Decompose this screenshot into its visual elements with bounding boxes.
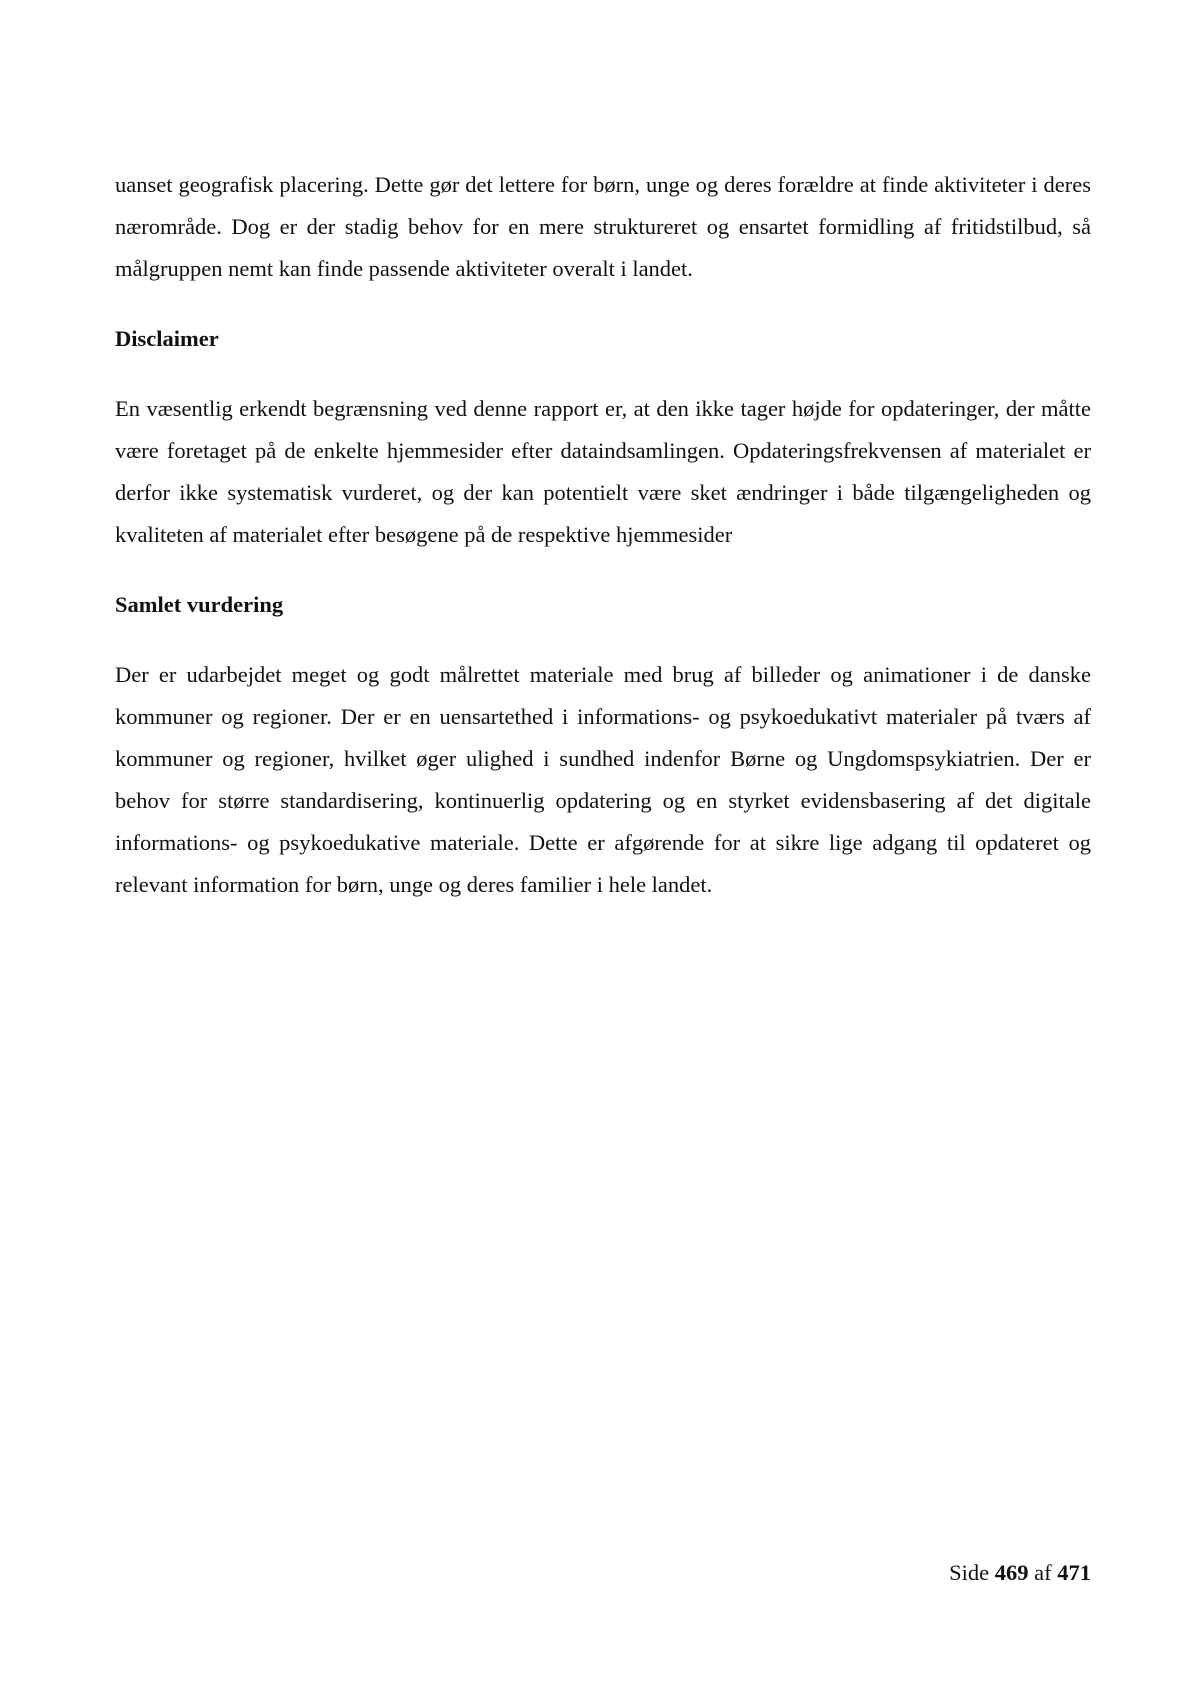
section-heading-disclaimer: Disclaimer <box>115 326 219 351</box>
spacer <box>115 360 1091 388</box>
document-body <box>115 164 1091 906</box>
intro-paragraph: uanset geografisk placering. Dette gør det lettere for børn, unge og deres forældre at finde aktiviteter i deres nærområde. Dog er der stadig behov for en mere struktureret og ensartet formidling af fritidstilbud, så målgruppen nemt kan finde passende aktiviteter overalt i landet. <box>115 172 1091 281</box>
spacer <box>115 556 1091 584</box>
page-side-label: Side <box>949 1560 990 1585</box>
spacer <box>115 626 1091 654</box>
page-of-label: af <box>1034 1560 1052 1585</box>
page-number-footer <box>949 1558 1091 1588</box>
samlet-vurdering-paragraph: Der er udarbejdet meget og godt målrettet materiale med brug af billeder og animationer i de danske kommuner og regioner. Der er en uensartethed i informations- og psykoedukativt materialer på tværs af kommuner og regioner, hvilket øger ulighed i sundhed indenfor Børne og Ungdomspsykiatrien. Der er behov for større standardisering, kontinuerlig opdatering og en styrket evidensbasering af det digitale informations- og psykoedukative materiale. Dette er afgørende for at sikre lige adgang til opdateret og relevant information for børn, unge og deres familier i hele landet. <box>115 662 1091 897</box>
current-page-number: 469 <box>994 1560 1029 1585</box>
spacer <box>115 290 1091 318</box>
total-pages-number: 471 <box>1057 1560 1091 1585</box>
section-heading-samlet-vurdering: Samlet vurdering <box>115 592 284 617</box>
disclaimer-paragraph: En væsentlig erkendt begrænsning ved denne rapport er, at den ikke tager højde for opdateringer, der måtte være foretaget på de enkelte hjemmesider efter dataindsamlingen. Opdateringsfrekvensen af materialet er derfor ikke systematisk vurderet, og der kan potentielt være sket ændringer i både tilgængeligheden og kvaliteten af materialet efter besøgene på de respektive hjemmesider <box>115 396 1091 547</box>
